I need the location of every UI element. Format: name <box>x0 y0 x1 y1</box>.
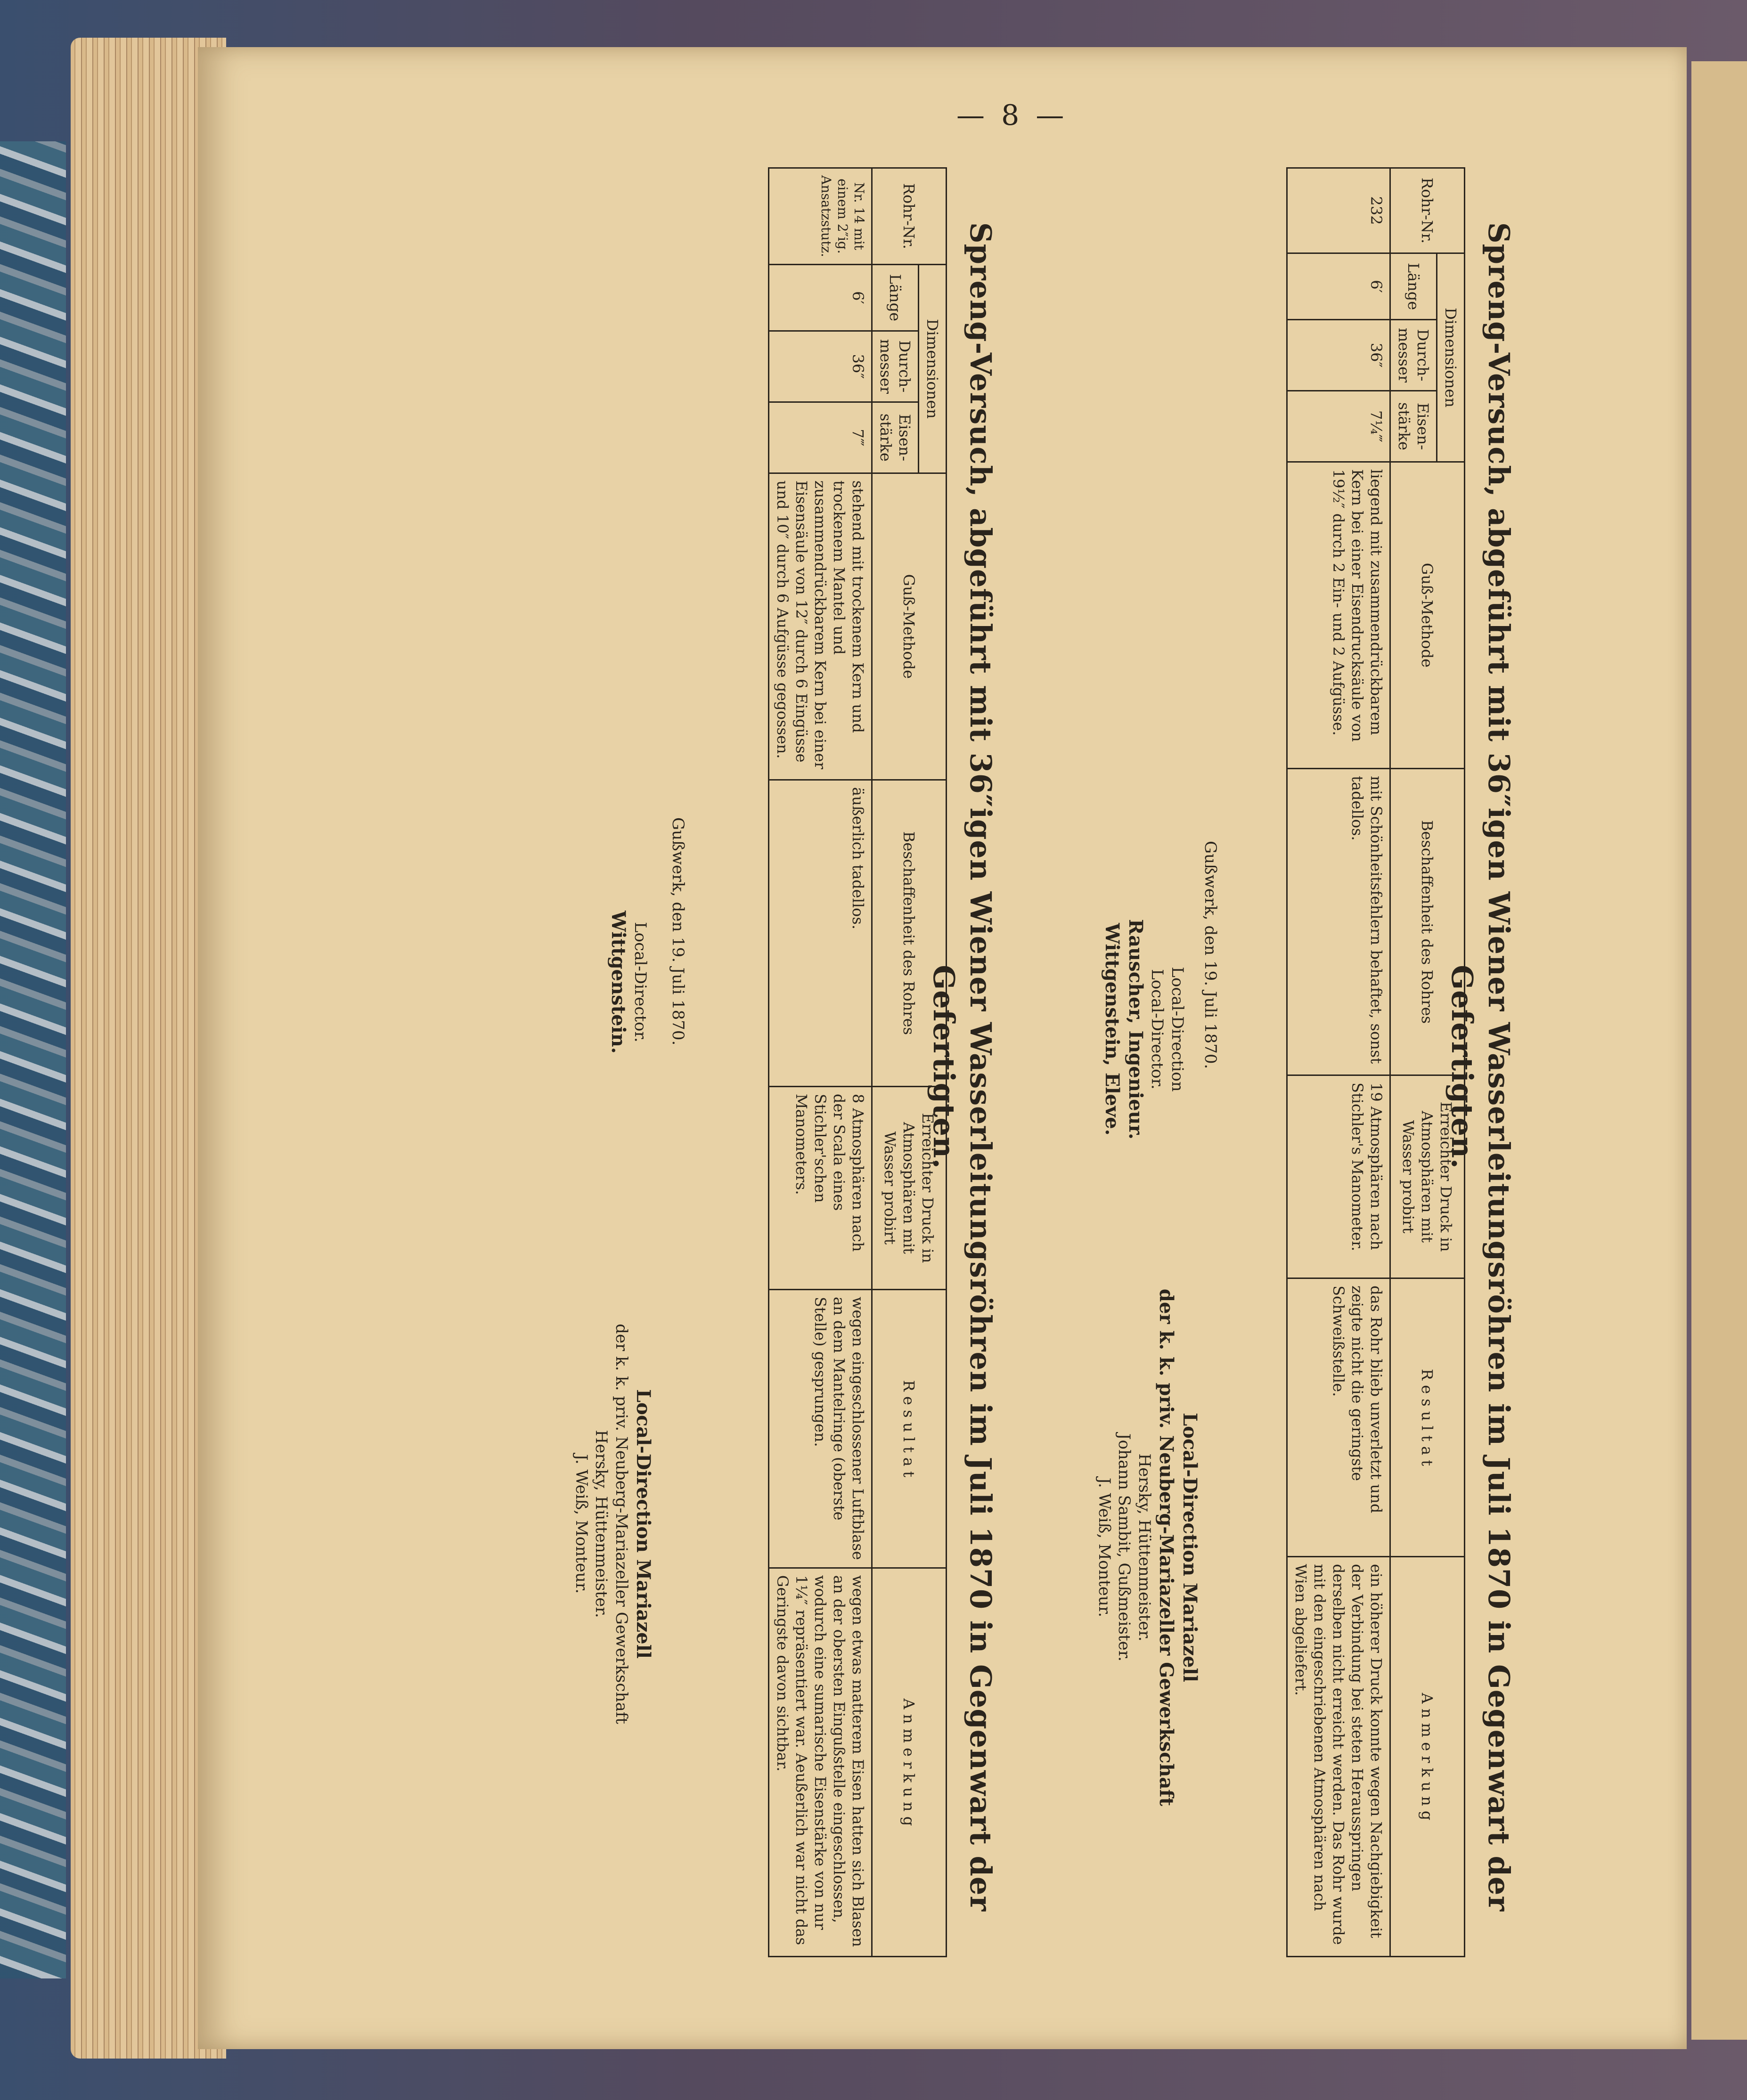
cell-laenge: 6′ <box>1287 253 1390 320</box>
signature-org: der k. k. priv. Neuberg-Mariazeller Gewerkschaft <box>1155 1288 1177 1807</box>
cell-durchmesser: 36″ <box>769 331 872 402</box>
header-guss-methode: Guß-Methode <box>872 473 947 780</box>
section1-right-signatures <box>1094 1241 1202 1854</box>
signature-name: Wittgenstein, Eleve. <box>1101 923 1123 1136</box>
table-row <box>1287 168 1390 1957</box>
section2-table <box>768 167 947 1957</box>
signature-role: Local-Director. <box>1148 969 1167 1090</box>
section1-table <box>1286 167 1465 1957</box>
header-beschaffenheit: Beschaffenheit des Rohres <box>872 780 947 1086</box>
rotated-content <box>170 134 1527 2000</box>
header-anmerkung: A n m e r k u n g <box>872 1568 947 1956</box>
header-dimensionen: Dimensionen <box>919 264 947 473</box>
cell-rohr-nr: 232 <box>1287 168 1390 253</box>
header-druck: Erreichter Druck in Atmosphären mit Wasser probirt <box>872 1086 947 1289</box>
cell-beschaffenheit: äußerlich tadellos. <box>769 780 872 1086</box>
cell-beschaffenheit: mit Schönheitsfehlern behaftet, sonst tadellos. <box>1287 769 1390 1075</box>
header-laenge: Länge <box>872 264 919 331</box>
section2-place-date: Gußwerk, den 19. Juli 1870. <box>669 817 687 1046</box>
cell-rohr-nr: Nr. 14 mit einem 2″ig. Ansatzstutz. <box>769 168 872 265</box>
signature-name: Johann Sambit, Gußmeister. <box>1115 1433 1134 1662</box>
page-number: — 8 — <box>956 99 1068 132</box>
signature-name: Hersky, Hüttenmeister. <box>1135 1453 1154 1642</box>
header-rohr-nr: Rohr-Nr. <box>1390 168 1465 253</box>
signature-role: Local-Director. <box>631 922 650 1042</box>
section2-right-signatures <box>571 1218 655 1830</box>
section2-title: Spreng-Versuch, abgeführt mit 36″igen Wiener Wasserleitungsröhren im Juli 1870 in Gegenwart der Gefertigten. <box>927 222 998 1912</box>
cell-laenge: 6′ <box>769 264 872 331</box>
signature-name: J. Weiß, Monteur. <box>572 1454 591 1594</box>
header-rohr-nr: Rohr-Nr. <box>872 168 947 265</box>
header-resultat: R e s u l t a t <box>872 1289 947 1568</box>
header-eisenstaerke: Eisen-stärke <box>872 402 919 473</box>
signature-org: der k. k. priv. Neuberg-Mariazeller Gewerkschaft <box>612 1324 631 1724</box>
header-druck: Erreichter Druck in Atmosphären mit Wasser probirt <box>1390 1075 1465 1278</box>
header-beschaffenheit: Beschaffenheit des Rohres <box>1390 769 1465 1075</box>
cell-anmerkung: wegen etwas matterem Eisen hatten sich Blasen an der obersten Eingußstelle eingeschlossen, wodurch eine sumarische Eisenstärke von nur 1¼″ repräsentiert war. Aeußerlich war nicht das Geringste davon sichtbar. <box>769 1568 872 1956</box>
header-durchmesser: Durch-messer <box>1390 320 1437 391</box>
signature-org: Local-Direction <box>1168 967 1187 1092</box>
section1-place-date: Gußwerk, den 19. Juli 1870. <box>1201 841 1220 1069</box>
cell-guss-methode: stehend mit trockenem Kern und trockenem Mantel und zusammendrückbarem Kern bei einer Eisensäule von 12″ durch 6 Eingüsse und 10″ durch 6 Aufgüsse gegossen. <box>769 473 872 780</box>
section2-left-signatures <box>607 817 651 1147</box>
marbled-cover-edge <box>0 141 66 1978</box>
cell-druck: 8 Atmosphären nach der Scala eines Stichler'schen Manometers. <box>769 1086 872 1289</box>
header-guss-methode: Guß-Methode <box>1390 462 1465 769</box>
table-row <box>769 168 872 1957</box>
cell-resultat: wegen eingeschlossener Luftblase an dem Mantelringe (oberste Stelle) gesprungen. <box>769 1289 872 1568</box>
signature-name: J. Weiß, Monteur. <box>1095 1477 1114 1618</box>
header-laenge: Länge <box>1390 253 1437 320</box>
section1-title: Spreng-Versuch, abgeführt mit 36″igen Wiener Wasserleitungsröhren im Juli 1870 in Gegenwart der Gefertigten. <box>1445 222 1516 1912</box>
header-anmerkung: A n m e r k u n g <box>1390 1557 1465 1957</box>
cell-resultat: das Rohr blieb unverletzt und zeigte nicht die geringste Schweißstelle. <box>1287 1278 1390 1557</box>
facing-page-strip <box>1691 61 1747 2040</box>
cell-durchmesser: 36″ <box>1287 320 1390 391</box>
cell-eisenstaerke: 7¼‴ <box>1287 391 1390 462</box>
header-durchmesser: Durch-messer <box>872 331 919 402</box>
section1-left-signatures <box>1100 864 1187 1194</box>
signature-org: Local-Direction Mariazell <box>1179 1413 1201 1682</box>
signature-name: Rauscher, Ingenieur. <box>1125 919 1147 1140</box>
header-eisenstaerke: Eisen-stärke <box>1390 391 1437 462</box>
header-dimensionen: Dimensionen <box>1437 253 1465 462</box>
signature-name: Wittgenstein. <box>607 911 630 1054</box>
header-resultat: R e s u l t a t <box>1390 1278 1465 1557</box>
signature-org: Local-Direction Mariazell <box>632 1389 654 1659</box>
cell-eisenstaerke: 7‴ <box>769 402 872 473</box>
cell-guss-methode: liegend mit zusammendrückbarem Kern bei einer Eisendrucksäule von 19½″ durch 2 Ein- und 2 Aufgüsse. <box>1287 462 1390 769</box>
cell-anmerkung: ein höherer Druck konnte wegen Nachgiebigkeit der Verbindung bei steten Herausspringen derselben nicht erreicht werden. Das Rohr wurde mit den eingeschriebenen Atmosphären nach Wien abgeliefert. <box>1287 1557 1390 1957</box>
signature-name: Hersky, Hüttenmeister. <box>592 1430 611 1618</box>
cell-druck: 19 Atmosphären nach Stichler's Manometer. <box>1287 1075 1390 1278</box>
